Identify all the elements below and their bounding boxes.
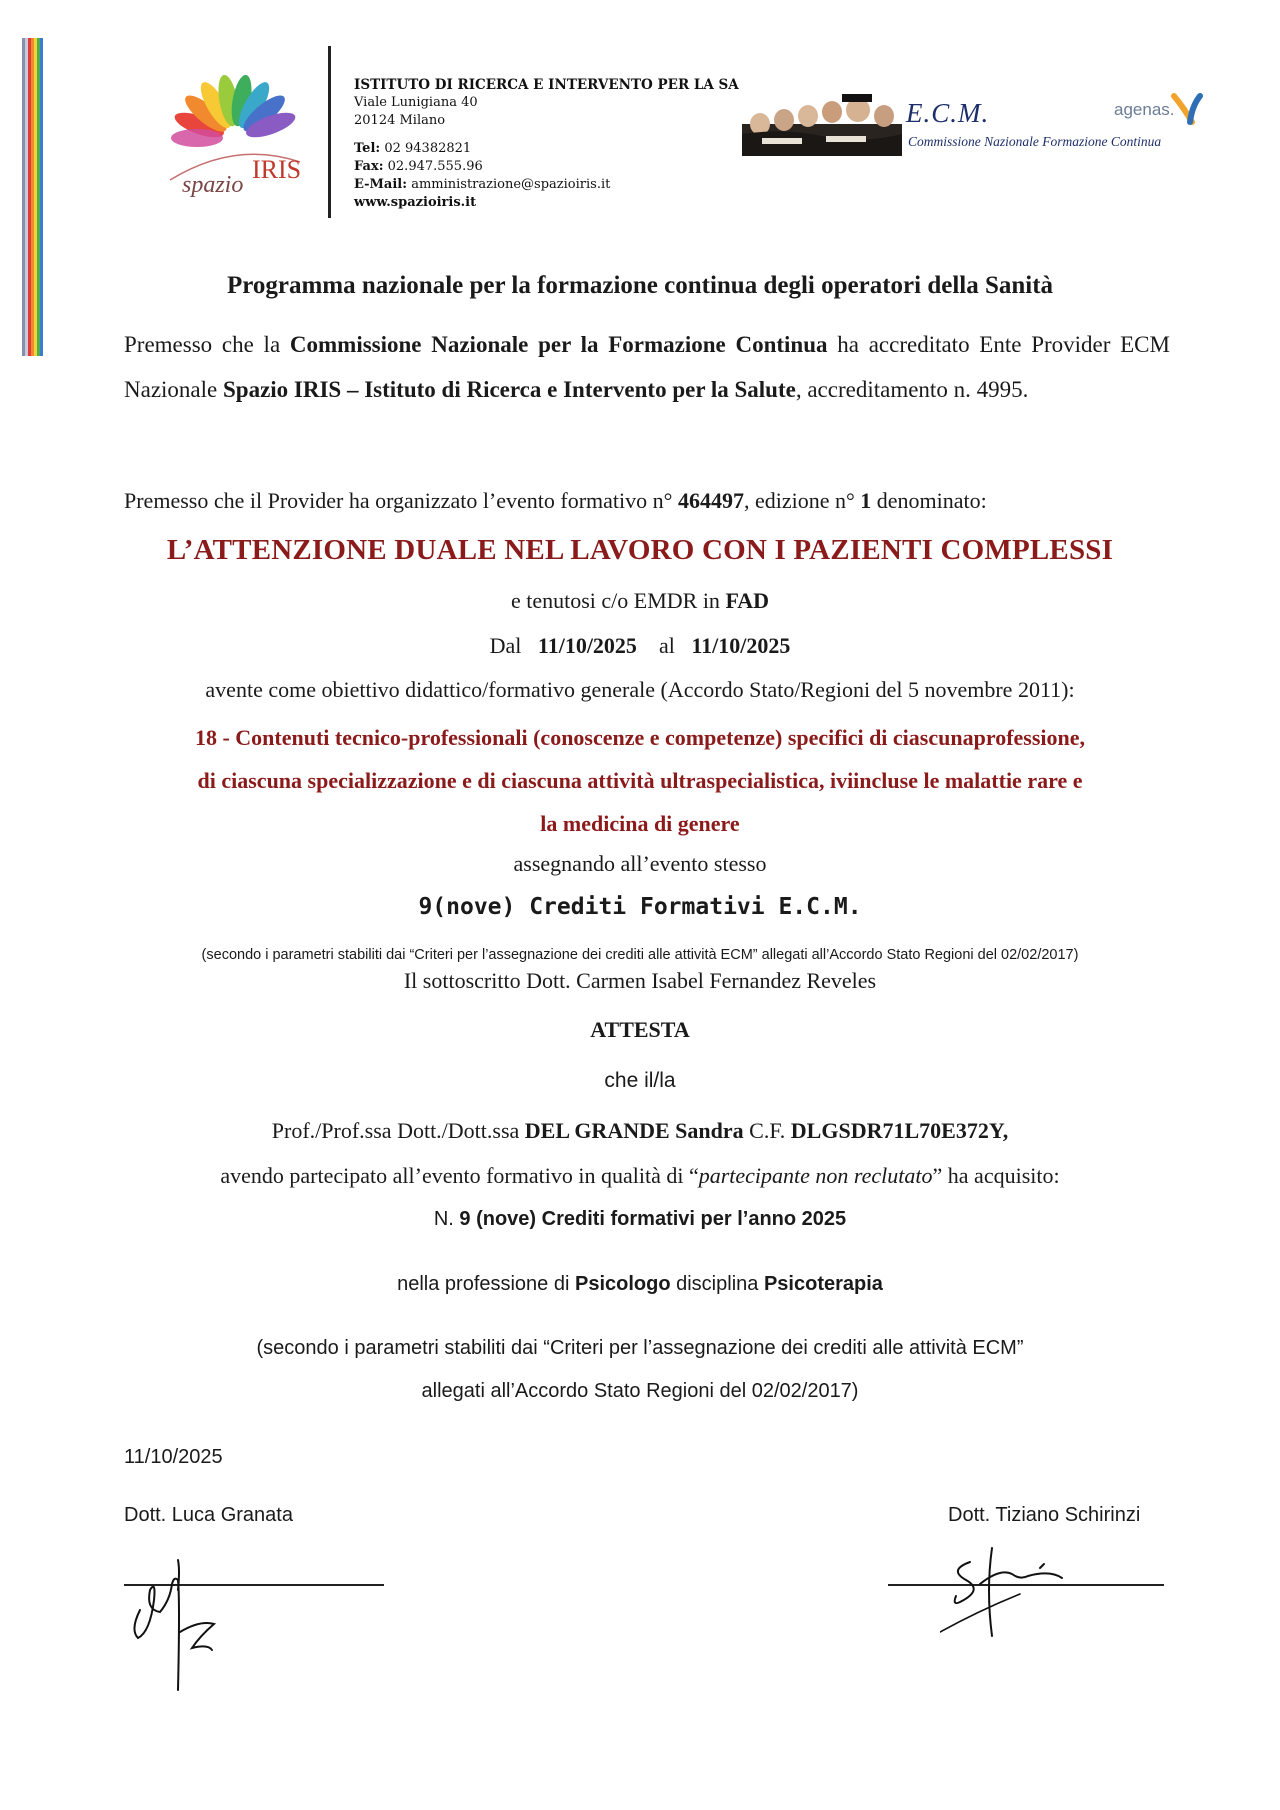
ecm-painting-image	[742, 94, 902, 156]
date-to: 11/10/2025	[691, 633, 791, 658]
intro-paragraph: Premesso che la Commissione Nazionale per la Formazione Continua ha accreditato Ente Provider ECM Nazionale Spazio IRIS – Istituto di Ricerca e Intervento per la Salute, accreditamento n. 4995.	[124, 332, 1170, 402]
signature-right	[940, 1540, 1140, 1640]
svg-text:spazio: spazio	[182, 172, 244, 198]
credits-title: 9(nove) Crediti Formativi E.C.M.	[418, 894, 862, 920]
address-city: 20124 Milano	[354, 113, 446, 128]
criteria-note-2-line2: allegati all’Accordo Stato Regioni del 02/02/2017)	[421, 1380, 859, 1402]
signer-left-name: Dott. Luca Granata	[124, 1504, 293, 1526]
participant-name: DEL GRANDE Sandra	[524, 1118, 744, 1143]
fax-row: Fax: 02.947.555.96	[354, 159, 483, 174]
agenas-mark-icon	[1170, 92, 1206, 126]
svg-text:IRIS: IRIS	[252, 155, 302, 184]
website: www.spazioiris.it	[354, 195, 477, 210]
event-number: 464497	[677, 488, 744, 513]
provider-name: Spazio IRIS – Istituto di Ricerca e Intervento per la Salute	[222, 377, 796, 402]
email-row: E-Mail: amministrazione@spazioiris.it	[354, 177, 611, 192]
ecm-title: E.C.M.	[906, 98, 990, 128]
profession: Psicologo	[574, 1273, 671, 1295]
tel-row: Tel: 02 94382821	[354, 141, 472, 156]
criteria-note-2-line1: (secondo i parametri stabiliti dai “Criteri per l’assegnazione dei crediti alle attività ECM”	[256, 1337, 1024, 1359]
attesta-heading: ATTESTA	[590, 1017, 690, 1042]
criteria-note: (secondo i parametri stabiliti dai “Criteri per l’assegnazione dei crediti alle attività ECM” allegati all’Accordo Stato Regioni del 02/02/2017)	[201, 947, 1079, 963]
signatory-line: Il sottoscritto Dott. Carmen Isabel Fernandez Reveles	[403, 968, 877, 993]
che-il-la: che il/la	[604, 1069, 676, 1092]
held-location: e tenutosi c/o EMDR in FAD	[510, 588, 770, 613]
date-from: 11/10/2025	[537, 633, 637, 658]
signer-right-name: Dott. Tiziano Schirinzi	[948, 1504, 1141, 1526]
credits-acquired: N. 9 (nove) Crediti formativi per l’anno 2025	[433, 1208, 847, 1230]
program-title: Programma nazionale per la formazione continua degli operatori della Sanità	[226, 272, 1054, 299]
discipline: Psicoterapia	[763, 1273, 883, 1295]
objective-intro: avente come obiettivo didattico/formativo generale (Accordo Stato/Regioni del 5 novembre 2011):	[205, 677, 1075, 702]
issue-date: 11/10/2025	[124, 1446, 223, 1468]
event-intro: Premesso che il Provider ha organizzato l’evento formativo n° 464497, edizione n° 1 denominato:	[124, 488, 987, 513]
institute-name: ISTITUTO DI RICERCA E INTERVENTO PER LA SA	[354, 77, 739, 93]
address-street: Viale Lunigiana 40	[354, 95, 478, 110]
event-dates: Dal 11/10/2025 al 11/10/2025	[489, 633, 791, 658]
fiscal-code: DLGSDR71L70E372Y,	[790, 1118, 1009, 1143]
event-title: L’ATTENZIONE DUALE NEL LAVORO CON I PAZIENTI COMPLESSI	[166, 534, 1114, 566]
profession-line: nella professione di Psicologo disciplina Psicoterapia	[397, 1273, 883, 1295]
ecm-subtitle: Commissione Nazionale Formazione Continua	[908, 134, 1162, 149]
commission-name: Commissione Nazionale per la Formazione Continua	[289, 332, 828, 357]
spazio-iris-logo	[160, 70, 310, 200]
institute-info	[354, 76, 739, 212]
edition-number: 1	[860, 488, 872, 513]
participation-line: avendo partecipato all’evento formativo in qualità di “partecipante non reclutato” ha acquisito:	[220, 1163, 1060, 1188]
participant-line: Prof./Prof.ssa Dott./Dott.ssa DEL GRANDE Sandra C.F. DLGSDR71L70E372Y,	[271, 1118, 1009, 1143]
header-divider	[328, 46, 331, 218]
rainbow-stripe	[22, 38, 43, 356]
participation-role: partecipante non reclutato	[698, 1163, 933, 1188]
objective-text: 18 - Contenuti tecnico-professionali (conoscenze e competenze) specifici di ciascunaprofessione, di ciascuna specializzazione e di ciascuna attività ultraspecialistica, iviincluse le malattie rare e la medicina di genere	[194, 725, 1086, 836]
signature-left	[120, 1540, 260, 1700]
agenas-logo: agenas.	[1114, 100, 1175, 119]
assigning-text: assegnando all’evento stesso	[513, 851, 767, 876]
